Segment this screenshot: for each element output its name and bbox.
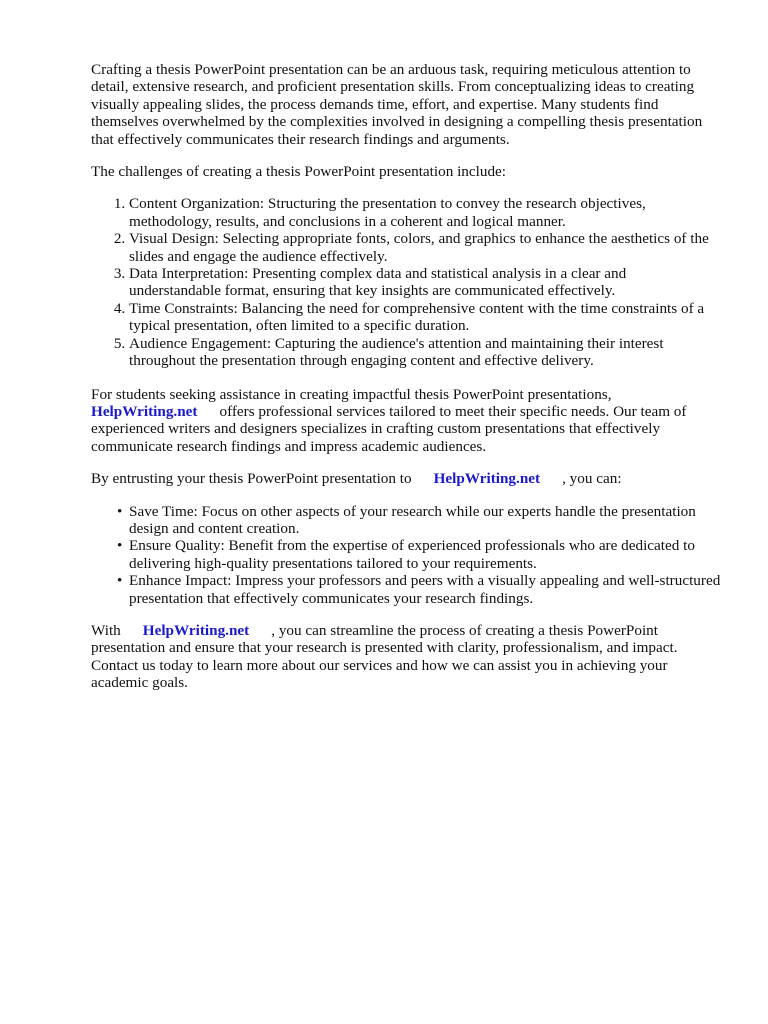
assistance-text-after: offers professional services tailored to meet their specific needs. Our team of experienced writers and designers specializes in crafting custom presentations that effectively communicate research findings and impress academic audiences. (91, 402, 687, 455)
challenge-item: 4. Time Constraints: Balancing the need for comprehensive content with the time constraints of a typical presentation, often limited to a specific duration. (129, 300, 721, 335)
closing-text-after: , you can streamline the process of creating a thesis PowerPoint presentation and ensure that your research is presented with clarity, professionalism, and impact. Contact us today to learn more about our services and how we can assist you in achieving your academic goals. (91, 621, 678, 692)
closing-text-before: With (91, 621, 121, 639)
challenges-list (91, 195, 721, 369)
document-page (91, 61, 721, 707)
challenges-intro: The challenges of creating a thesis PowerPoint presentation include: (91, 163, 507, 181)
helpwriting-link[interactable]: HelpWriting.net (91, 402, 198, 420)
entrust-paragraph (91, 470, 721, 487)
entrust-text-before: By entrusting your thesis PowerPoint presentation to (91, 470, 412, 488)
bullet-icon: • (117, 502, 123, 520)
assistance-paragraph (91, 386, 721, 456)
benefit-item (117, 502, 721, 538)
challenge-item: 3. Data Interpretation: Presenting complex data and statistical analysis in a clear and understandable format, ensuring that key insights are communicated effectively. (129, 265, 721, 300)
bullet-icon: • (117, 537, 123, 555)
helpwriting-link[interactable]: HelpWriting.net (433, 470, 541, 488)
entrust-text-after: , you can: (562, 470, 622, 488)
challenge-item: 5. Audience Engagement: Capturing the audience's attention and maintaining their interest throughout the presentation through engaging content and effective delivery. (129, 335, 721, 370)
benefit-text: Save Time: Focus on other aspects of your research while our experts handle the presentation design and content creation. (129, 502, 696, 537)
benefit-item (117, 537, 721, 572)
bullet-icon: • (117, 572, 123, 590)
helpwriting-link[interactable]: HelpWriting.net (142, 621, 250, 639)
challenge-item: 2. Visual Design: Selecting appropriate fonts, colors, and graphics to enhance the aesthetics of the slides and engage the audience effectively. (129, 230, 721, 265)
benefit-item (117, 572, 721, 607)
closing-paragraph (91, 622, 721, 692)
assistance-text-before: For students seeking assistance in creating impactful thesis PowerPoint presentations, (91, 385, 612, 403)
benefits-list (91, 503, 721, 607)
benefit-text: Ensure Quality: Benefit from the expertise of experienced professionals who are dedicated to delivering high-quality presentations tailored to your requirements. (129, 537, 695, 572)
challenge-item: 1. Content Organization: Structuring the presentation to convey the research objectives, methodology, results, and conclusions in a coherent and logical manner. (129, 195, 721, 230)
intro-paragraph: Crafting a thesis PowerPoint presentation can be an arduous task, requiring meticulous attention to detail, extensive research, and proficient presentation skills. From conceptualizing ideas to creating visually appealing slides, the process demands time, effort, and expertise. Many students find themselves overwhelmed by the complexities involved in designing a compelling thesis presentation that effectively communicates their research findings and arguments. (91, 61, 703, 148)
benefit-text: Enhance Impact: Impress your professors and peers with a visually appealing and well-structured presentation that effectively communicates your research findings. (129, 572, 721, 607)
